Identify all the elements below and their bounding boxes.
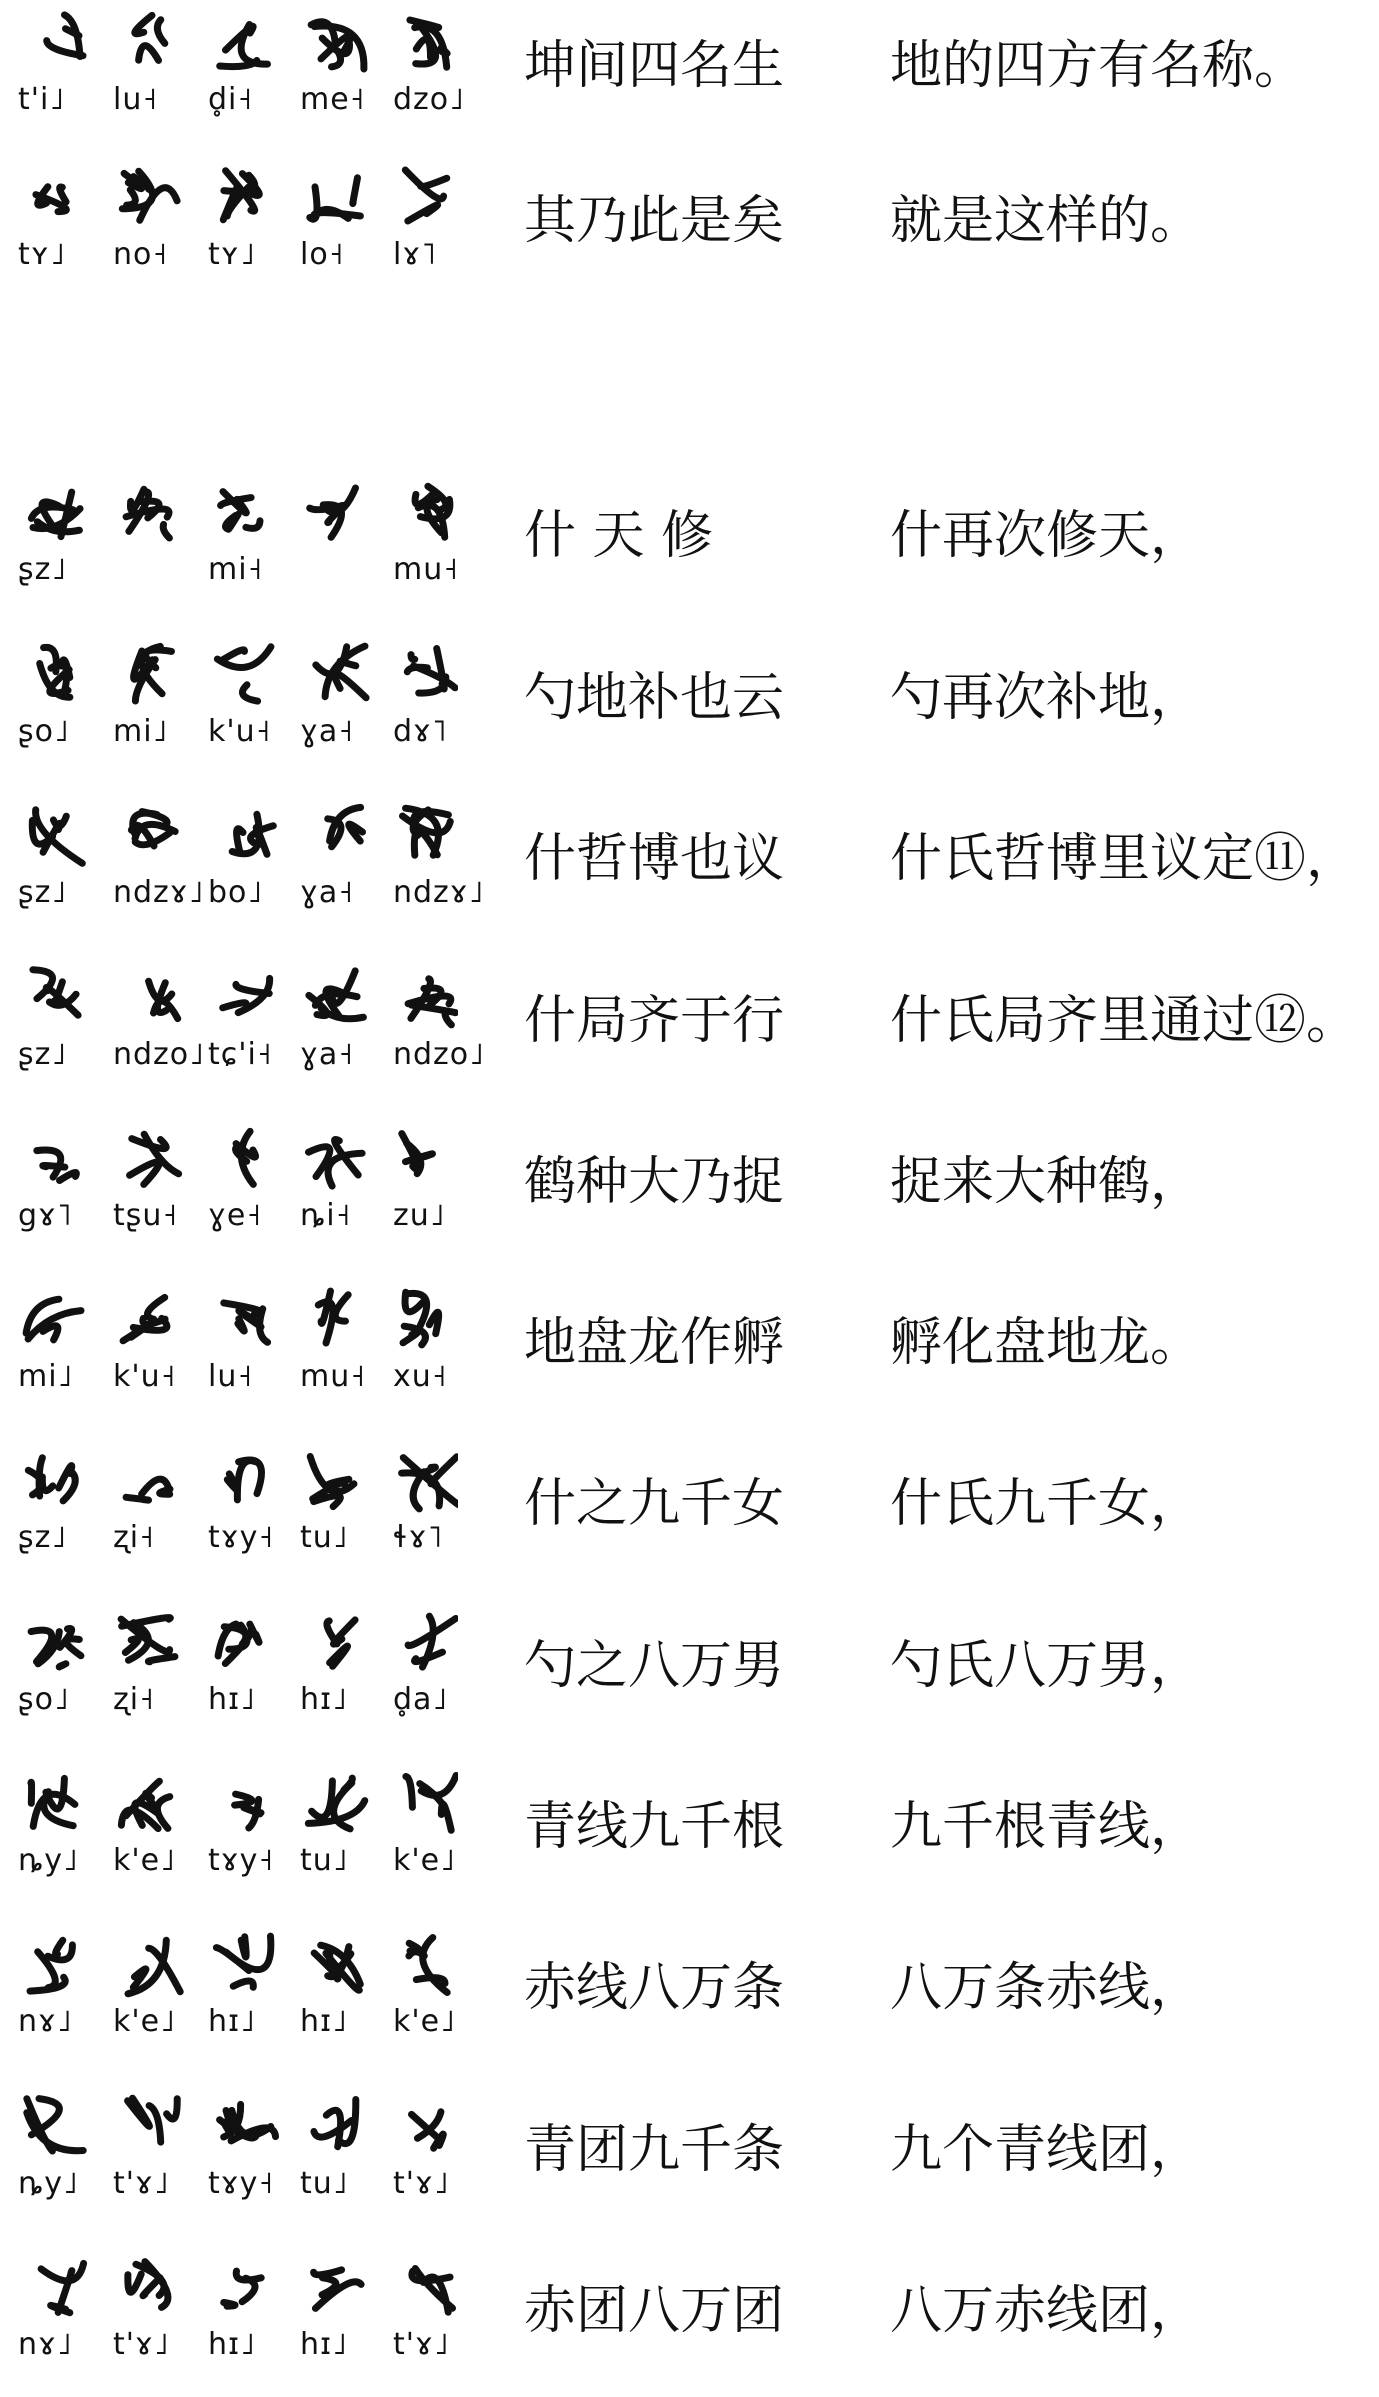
ipa-syllable: ɣa˧ — [300, 714, 355, 749]
yi-glyph — [232, 814, 273, 854]
yi-glyph — [37, 1150, 77, 1181]
translation-block — [890, 36, 1306, 96]
translation: 九千根青线， — [890, 1797, 1203, 1857]
ipa-syllable: k'e˩ — [113, 2004, 176, 2039]
yi-glyph — [415, 486, 450, 537]
ipa-transcription — [18, 2004, 458, 2044]
word-gloss: 青线九千根 — [524, 1797, 785, 1857]
verse-line — [0, 1922, 1379, 2072]
yi-characters — [18, 963, 458, 1035]
yi-glyph — [128, 2262, 168, 2308]
ipa-syllable: bo˩ — [208, 875, 264, 910]
yi-glyph — [31, 1778, 75, 1826]
translation: 九个青线团， — [890, 2120, 1203, 2180]
yi-characters — [18, 8, 458, 80]
yi-glyph — [327, 1620, 355, 1666]
ipa-syllable: tu˩ — [300, 1843, 349, 1878]
ipa-syllable: mu˧ — [300, 1359, 367, 1394]
yi-glyph — [33, 970, 78, 1015]
translation: 捉来大种鹤， — [890, 1152, 1203, 1212]
ipa-syllable: xu˧ — [393, 1359, 448, 1394]
yi-glyph — [36, 187, 66, 212]
yi-glyph — [412, 2269, 453, 2313]
ipa-syllable: t'ɤ˩ — [393, 2327, 450, 2362]
word-gloss: 地盘龙作孵 — [524, 1313, 785, 1373]
ipa-syllable: ʂz˩ — [18, 1037, 68, 1072]
ipa-syllable: ɬɤ˥ — [393, 1520, 444, 1555]
yi-characters — [18, 801, 458, 873]
yi-glyph — [26, 1299, 81, 1340]
yi-glyph — [135, 15, 165, 60]
translation-block — [890, 991, 1358, 1051]
yi-script-block — [18, 1116, 458, 1266]
ipa-syllable: ʂz˩ — [18, 875, 68, 910]
yi-glyph — [410, 20, 447, 67]
translation: 就是这样的。 — [890, 191, 1203, 251]
word-gloss: 其乃此是矣 — [524, 191, 785, 251]
word-gloss: 什局齐于行 — [524, 991, 785, 1051]
yi-glyph — [126, 489, 169, 538]
footnote-marker: ⑪， — [1254, 829, 1359, 889]
ipa-syllable: k'e˩ — [393, 2004, 456, 2039]
ipa-transcription — [18, 1037, 485, 1077]
translation: 什氏局齐里通过 — [890, 991, 1255, 1051]
yi-script-block — [18, 1438, 458, 1588]
ipa-transcription — [18, 1359, 458, 1399]
ipa-syllable: nɤ˩ — [18, 2004, 73, 2039]
word-gloss: 赤线八万条 — [524, 1958, 785, 2018]
yi-characters — [18, 2092, 458, 2164]
yi-glyph — [406, 1776, 456, 1831]
ipa-syllable: ɣa˧ — [300, 875, 355, 910]
yi-glyph — [403, 1292, 439, 1345]
yi-glyph — [318, 1291, 348, 1343]
yi-glyph — [128, 2098, 178, 2142]
ipa-syllable: lɤ˥ — [393, 237, 438, 272]
ipa-transcription — [18, 237, 458, 277]
yi-characters — [18, 1608, 458, 1680]
ipa-syllable: k'u˧ — [113, 1359, 177, 1394]
yi-script-block — [18, 1600, 458, 1750]
verse-line — [0, 1600, 1379, 1750]
ipa-transcription — [18, 875, 485, 915]
yi-glyph — [216, 1936, 270, 1987]
translation-block — [890, 2281, 1202, 2341]
ipa-syllable: no˧ — [113, 237, 169, 272]
yi-glyph — [223, 171, 259, 220]
translation-block — [890, 506, 1202, 566]
yi-glyph — [408, 979, 455, 1025]
verse-line — [0, 632, 1379, 782]
yi-glyph — [314, 2270, 362, 2309]
yi-glyph — [412, 2112, 444, 2148]
translation: 什氏九千女， — [890, 1474, 1203, 1534]
yi-glyph — [218, 1624, 259, 1664]
yi-glyph — [314, 2100, 356, 2147]
yi-script-block — [18, 155, 458, 305]
ipa-syllable: tʏ˩ — [208, 237, 256, 272]
translation-block — [890, 1797, 1202, 1857]
yi-glyph — [227, 1460, 261, 1500]
yi-script-block — [18, 470, 458, 620]
ipa-syllable: hɪ˩ — [300, 1682, 348, 1717]
ipa-syllable: ʐi˧ — [113, 1682, 155, 1717]
footnote-marker: ⑫。 — [1254, 991, 1359, 1051]
translation: 孵化盘地龙。 — [890, 1313, 1203, 1373]
yi-script-block — [18, 1761, 458, 1911]
yi-glyph — [309, 1139, 363, 1186]
yi-glyph — [310, 1457, 354, 1507]
translation-block — [890, 1152, 1202, 1212]
ipa-syllable: tu˩ — [300, 2166, 349, 2201]
yi-characters — [18, 1124, 458, 1196]
ipa-syllable: tɤy˧ — [208, 1520, 275, 1555]
verse-line — [0, 2084, 1379, 2234]
translation: 什氏哲博里议定 — [890, 829, 1255, 889]
ipa-syllable: mi˩ — [113, 714, 169, 749]
yi-glyph — [123, 1297, 167, 1340]
yi-glyph — [402, 1134, 433, 1174]
yi-script-block — [18, 1922, 458, 2072]
ipa-syllable: hɪ˩ — [300, 2004, 348, 2039]
yi-glyph — [407, 649, 455, 694]
verse-line — [0, 1761, 1379, 1911]
ipa-syllable: d̥i˧ — [208, 82, 254, 117]
ipa-syllable: ȵi˧ — [300, 1198, 352, 1233]
word-gloss: 勺地补也云 — [524, 668, 785, 728]
yi-characters — [18, 1930, 458, 2002]
verse-line — [0, 1116, 1379, 1266]
yi-glyph — [316, 646, 366, 698]
yi-glyph — [309, 971, 364, 1019]
translation-block — [890, 191, 1202, 251]
yi-glyph — [121, 1618, 175, 1662]
translation-block — [890, 1313, 1202, 1373]
yi-script-block — [18, 793, 485, 943]
yi-glyph — [217, 647, 271, 701]
yi-glyph — [121, 1781, 169, 1828]
yi-characters — [18, 1446, 458, 1518]
translation: 什再次修天， — [890, 506, 1203, 566]
verse-line — [0, 793, 1379, 943]
ipa-syllable: tɕ'i˧ — [208, 1037, 273, 1072]
word-gloss: 什 天 修 — [524, 506, 714, 566]
ipa-syllable: lu˧ — [208, 1359, 254, 1394]
ipa-transcription — [18, 2327, 458, 2367]
translation: 八万条赤线， — [890, 1958, 1203, 2018]
word-gloss: 青团九千条 — [524, 2120, 785, 2180]
yi-glyph — [409, 1938, 447, 1993]
ipa-syllable: lo˧ — [300, 237, 345, 272]
yi-glyph — [28, 1458, 75, 1501]
ipa-syllable: tʂu˧ — [113, 1198, 179, 1233]
ipa-syllable: ʂo˩ — [18, 1682, 70, 1717]
ipa-syllable: nɤ˩ — [18, 2327, 73, 2362]
yi-glyph — [41, 2263, 84, 2312]
ipa-syllable: t'ɤ˩ — [113, 2166, 170, 2201]
ipa-syllable: ʂo˩ — [18, 714, 70, 749]
yi-glyph — [236, 1131, 256, 1184]
yi-characters — [18, 1285, 458, 1357]
word-gloss: 鹤种大乃捉 — [524, 1152, 785, 1212]
yi-glyph — [223, 978, 270, 1012]
ipa-syllable: gɤ˥ — [18, 1198, 73, 1233]
ipa-transcription — [18, 1843, 458, 1883]
ipa-syllable: tʏ˩ — [18, 237, 66, 272]
ipa-syllable: k'e˩ — [113, 1843, 176, 1878]
translation-block — [890, 1474, 1202, 1534]
ipa-syllable: ʂz˩ — [18, 1520, 68, 1555]
yi-glyph — [130, 1134, 179, 1184]
word-gloss: 坤间四名生 — [524, 36, 785, 96]
yi-glyph — [224, 1303, 268, 1342]
ipa-syllable: ndzɤ˩ — [393, 875, 485, 910]
ipa-syllable: tu˩ — [300, 1520, 349, 1555]
translation-block — [890, 1958, 1202, 2018]
ipa-transcription — [18, 1198, 458, 1238]
yi-glyph — [310, 178, 361, 219]
yi-script-block — [18, 955, 485, 1105]
yi-glyph — [235, 1794, 261, 1828]
translation: 勺再次补地， — [890, 668, 1203, 728]
yi-glyph — [403, 808, 451, 855]
yi-script-block — [18, 0, 465, 150]
ipa-syllable: hɪ˩ — [208, 1682, 256, 1717]
yi-script-block — [18, 632, 458, 782]
yi-characters — [18, 163, 458, 235]
ipa-transcription — [18, 714, 458, 754]
yi-glyph — [126, 1479, 170, 1500]
yi-script-block — [18, 1277, 458, 1427]
yi-glyph — [149, 981, 178, 1018]
ipa-syllable: hɪ˩ — [208, 2004, 256, 2039]
yi-glyph — [328, 807, 363, 846]
ipa-syllable: ȵy˩ — [18, 1843, 79, 1878]
yi-glyph — [122, 171, 177, 220]
word-gloss: 赤团八万团 — [524, 2281, 785, 2341]
ipa-transcription — [18, 1520, 458, 1560]
ipa-syllable: me˧ — [300, 82, 366, 117]
yi-glyph — [314, 1945, 360, 1990]
yi-glyph — [402, 1457, 458, 1509]
yi-glyph — [408, 1616, 456, 1667]
ipa-syllable: zu˩ — [393, 1198, 446, 1233]
verse-line — [0, 470, 1379, 620]
ipa-syllable: ɣa˧ — [300, 1037, 355, 1072]
yi-glyph — [311, 22, 364, 69]
ipa-syllable: mu˧ — [393, 552, 460, 587]
translation: 地的四方有名称。 — [890, 36, 1307, 96]
ipa-transcription — [18, 82, 465, 122]
yi-glyph — [220, 25, 268, 67]
ipa-syllable: ndzo˩ — [393, 1037, 485, 1072]
ipa-syllable: dɤ˥ — [393, 714, 448, 749]
ipa-syllable: hɪ˩ — [208, 2327, 256, 2362]
ipa-syllable: tɤy˧ — [208, 2166, 275, 2201]
yi-characters — [18, 640, 458, 712]
ipa-syllable: ȵy˩ — [18, 2166, 79, 2201]
ipa-transcription — [18, 2166, 458, 2206]
yi-characters — [18, 2253, 458, 2325]
ipa-syllable: ɣe˧ — [208, 1198, 263, 1233]
translation: 八万赤线团， — [890, 2281, 1203, 2341]
translation: 勺氏八万男， — [890, 1636, 1203, 1696]
translation-block — [890, 829, 1358, 889]
ipa-syllable: k'e˩ — [393, 1843, 456, 1878]
yi-glyph — [310, 488, 356, 537]
yi-glyph — [27, 2099, 83, 2151]
ipa-syllable: mi˩ — [18, 1359, 74, 1394]
word-gloss: 什哲博也议 — [524, 829, 785, 889]
word-gloss: 勺之八万男 — [524, 1636, 785, 1696]
ipa-syllable: t'i˩ — [18, 82, 66, 117]
verse-line — [0, 955, 1379, 1105]
yi-glyph — [128, 1940, 180, 1994]
yi-glyph — [31, 492, 80, 536]
translation-block — [890, 2120, 1202, 2180]
yi-script-block — [18, 2084, 458, 2234]
yi-script-block — [18, 2245, 458, 2395]
verse-line — [0, 0, 1379, 150]
yi-glyph — [31, 1628, 81, 1667]
ipa-syllable: t'ɤ˩ — [113, 2327, 170, 2362]
word-gloss: 什之九千女 — [524, 1474, 785, 1534]
ipa-syllable: lu˧ — [113, 82, 159, 117]
yi-glyph — [224, 2271, 262, 2306]
verse-line — [0, 2245, 1379, 2395]
yi-glyph — [134, 646, 172, 701]
yi-glyph — [32, 810, 82, 864]
yi-glyph — [30, 1940, 72, 1991]
yi-glyph — [221, 492, 260, 530]
ipa-transcription — [18, 552, 458, 592]
yi-glyph — [131, 812, 175, 846]
yi-characters — [18, 478, 458, 550]
yi-glyph — [308, 1778, 365, 1829]
yi-glyph — [47, 15, 83, 57]
yi-characters — [18, 1769, 458, 1841]
yi-glyph — [40, 647, 70, 697]
ipa-syllable: dzo˩ — [393, 82, 465, 117]
ipa-syllable: tɤy˧ — [208, 1843, 275, 1878]
ipa-syllable: d̥a˩ — [393, 1682, 449, 1717]
ipa-syllable: ʐi˧ — [113, 1520, 155, 1555]
translation-block — [890, 1636, 1202, 1696]
ipa-syllable: ʂz˩ — [18, 552, 68, 587]
yi-glyph — [220, 2104, 276, 2141]
translation-block — [890, 668, 1202, 728]
ipa-syllable: mi˧ — [208, 552, 264, 587]
yi-glyph — [405, 170, 447, 221]
ipa-syllable: ndzo˩ — [113, 1037, 205, 1072]
ipa-syllable: ndzɤ˩ — [113, 875, 205, 910]
ipa-syllable: t'ɤ˩ — [393, 2166, 450, 2201]
verse-line — [0, 155, 1379, 305]
verse-line — [0, 1277, 1379, 1427]
ipa-syllable: k'u˧ — [208, 714, 272, 749]
ipa-syllable: hɪ˩ — [300, 2327, 348, 2362]
verse-line — [0, 1438, 1379, 1588]
ipa-transcription — [18, 1682, 458, 1722]
